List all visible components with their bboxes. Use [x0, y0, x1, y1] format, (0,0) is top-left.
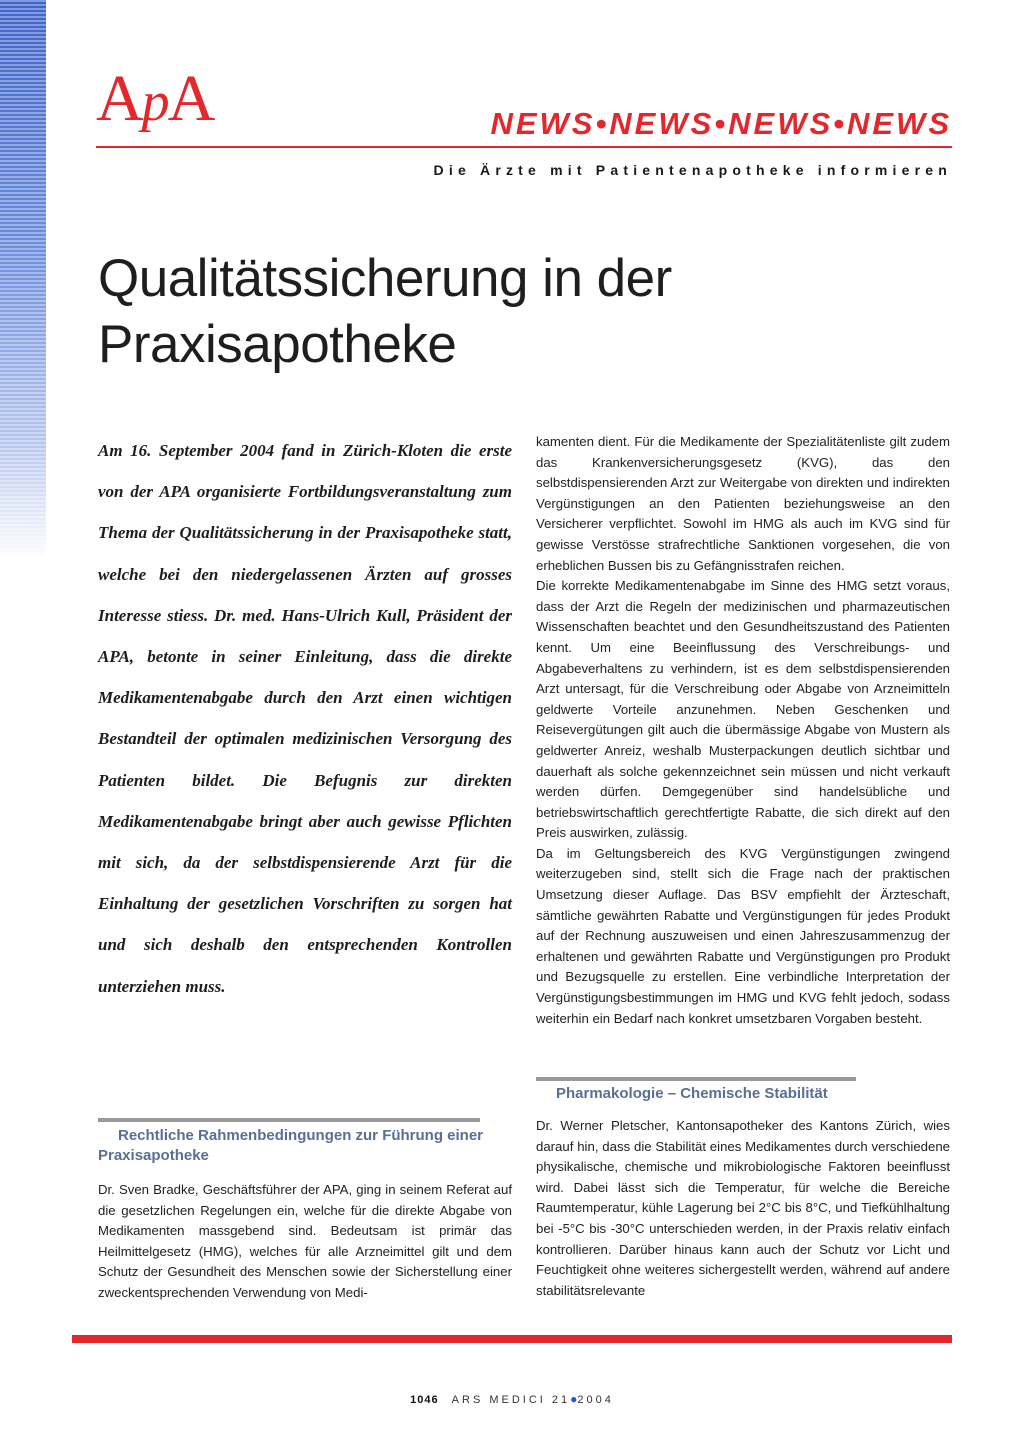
- decorative-side-stripe: [0, 0, 46, 560]
- column-2-paragraph-3: Da im Geltungsbereich des KVG Vergünstigungen zwingend weiterzugeben sind, stellt sich die Frage nach der praktischen Umsetzung dieser Auflage. Das BSV empfiehlt der Ärzteschaft, sämtliche gewährten Rabatte und Vergünstigungen für jedes Produkt auf der Rechnung auszuweisen und einen Jahreszusammenzug der erhaltenen und gewährten Rabatte und Vergünstigungen pro Produkt und Bezugsquelle zu erstellen. Eine verbindliche Interpretation der Vergünstigungsbestimmungen im HMG und KVG fehlt jedoch, sodass weiterhin ein Bedarf nach konkret umsetzbaren Vorgaben besteht.: [536, 845, 950, 1026]
- section-1-paragraph: Dr. Sven Bradke, Geschäftsführer der APA, ging in seinem Referat auf die gesetzlichen Regelungen ein, welche für die direkte Abgabe von Medikamenten massgebend sind. Bedeutsam ist primär das Heilmittelgesetz (HMG), welches für alle Arzneimittel gilt und dem Schutz der Gesundheit des Menschen sowie der Sicherstellung einer zweckentsprechenden Verwendung von Medi-: [98, 1182, 512, 1300]
- issue-year: 2004: [577, 1394, 614, 1406]
- section-title-1: Rechtliche Rahmenbedingungen zur Führung einer Praxisapotheke: [98, 1127, 484, 1164]
- section-2-body: [536, 1116, 950, 1301]
- header-rule: [96, 146, 952, 148]
- title-line-1: Qualitätssicherung in der: [98, 249, 672, 308]
- column-2-paragraph-2: Die korrekte Medikamentenabgabe im Sinne des HMG setzt voraus, dass der Arzt die Regeln der medizinischen und pharmazeutischen Wissenschaften beachtet und den Gesundheitszustand des Patienten kennt. Um eine Beeinflussung des Verschreibungs- und Abgabeverhaltens zu verhindern, ist es dem selbstdispensierenden Arzt untersagt, für die Verschreibung oder Abgabe von Arzneimitteln geldwerte Vorteile anzunehmen. Neben Geschenken und Reisevergütungen gilt auch die übermässige Abgabe von Mustern als geldwerter Anreiz, weshalb Musterpackungen deutlich sichtbar und dauerhaft als solche gekennzeichnet sein müssen und nicht verkauft werden dürfen. Demgegenüber sind handelsübliche und betriebswirtschaftlich gerechtfertigte Rabatte, die sich direkt auf den Preis auswirken, zulässig.: [536, 578, 950, 841]
- column-2-text: [536, 432, 950, 1029]
- title-line-2: Praxisapotheke: [98, 315, 457, 374]
- tagline: Die Ärzte mit Patientenapotheke informieren: [433, 162, 952, 178]
- footer-dot: ●: [570, 1392, 578, 1406]
- magazine-name: ARS MEDICI 21: [451, 1394, 571, 1406]
- page-footer: [0, 1392, 1024, 1406]
- lead-paragraph: Am 16. September 2004 fand in Zürich-Kloten die erste von der APA organisierte Fortbildungsveranstaltung zum Thema der Qualitätssicherung in der Praxisapotheke statt, welche bei den niedergelassenen Ärzten auf grosses Interesse stiess. Dr. med. Hans-Ulrich Kull, Präsident der APA, betonte in seiner Einleitung, dass die direkte Medikamentenabgabe durch den Arzt einen wichtigen Bestandteil der optimalen medizinischen Versorgung des Patienten bildet. Die Befugnis zur direkten Medikamentenabgabe bringt aber auch gewisse Pflichten mit sich, da der selbstdispensierende Arzt für die Einhaltung der gesetzlichen Vorschriften zu sorgen hat und sich deshalb den entsprechenden Kontrollen unterziehen muss.: [98, 441, 512, 996]
- page-number: 1046: [410, 1394, 439, 1406]
- column-2-paragraph-1: kamenten dient. Für die Medikamente der Spezialitätenliste gilt zudem das Krankenversicherungsgesetz (KVG), das den selbstdispensierenden Arzt zur Weitergabe von direkten und indirekten Vergünstigungen an den Patienten beziehungsweise an den Versicherer verpflichtet. Sowohl im HMG als auch im KVG sind für gewisse Verstösse strafrechtliche Sanktionen vorgesehen, die von erheblichen Bussen bis zu Gefängnisstrafen reichen.: [536, 434, 950, 573]
- section-rule-1: [98, 1118, 480, 1122]
- section-1-body: [98, 1180, 512, 1304]
- section-title-2: Pharmakologie – Chemische Stabilität: [556, 1085, 828, 1102]
- apa-logo: ApA: [96, 62, 214, 135]
- article-title: [98, 246, 918, 378]
- footer-rule: [72, 1335, 952, 1343]
- section-2-paragraph: Dr. Werner Pletscher, Kantonsapotheker des Kantons Zürich, wies darauf hin, dass die Stabilität eines Medikamentes durch verschiedene physikalische, chemische und mikrobiologische Faktoren beeinflusst wird. Dabei lässt sich die Temperatur, für welche die Bereiche Raumtemperatur, kühle Lagerung bei 2°C bis 8°C, und Tiefkühlhaltung bei -5°C bis -30°C unterschieden werden, in der Praxis relativ einfach kontrollieren. Darüber hinaus kann auch der Schutz vor Licht und Feuchtigkeit ohne weiteres sichergestellt werden, während auf andere stabilitätsrelevante: [536, 1118, 950, 1298]
- news-banner: NEWS•NEWS•NEWS•NEWS: [490, 106, 952, 141]
- section-rule-2: [536, 1077, 856, 1081]
